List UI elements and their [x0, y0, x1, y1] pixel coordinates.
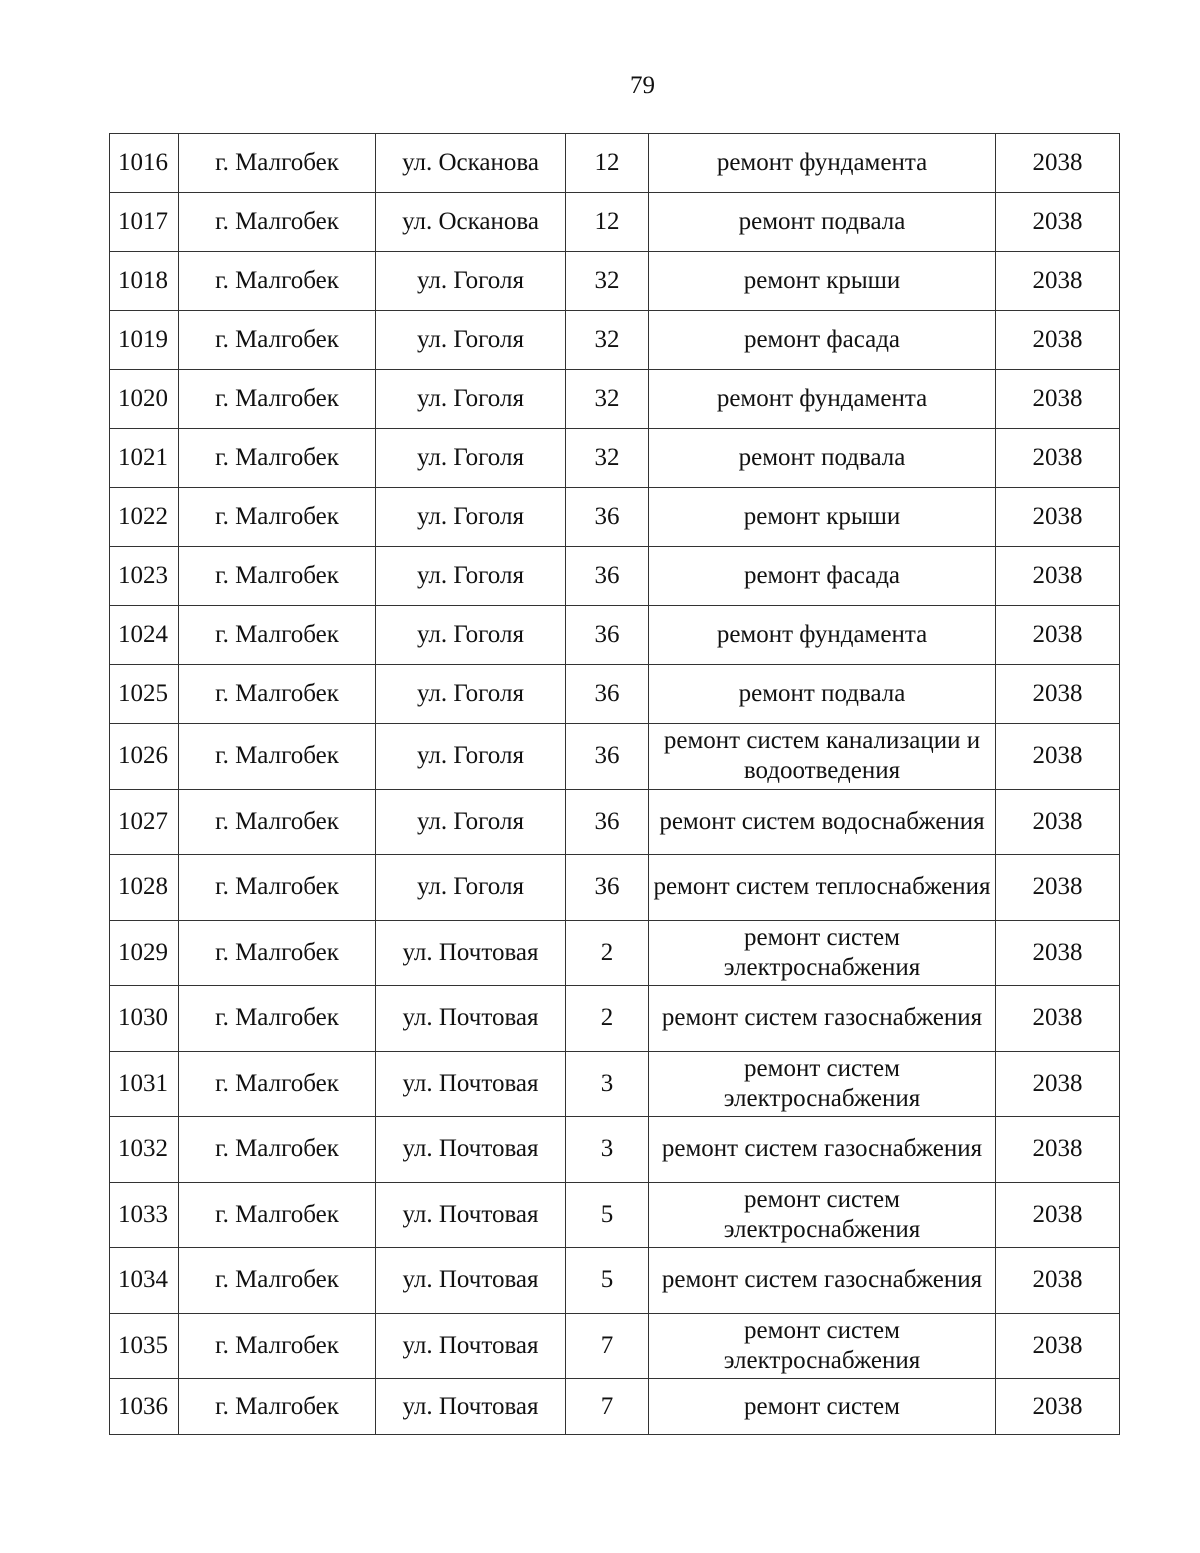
house-number-cell: 5 [566, 1248, 649, 1314]
street-cell: ул. Гоголя [376, 429, 566, 488]
table-row [110, 1051, 1120, 1117]
year-cell: 2038 [996, 311, 1120, 370]
year-cell: 2038 [996, 1117, 1120, 1183]
repair-schedule-table [109, 133, 1120, 1435]
table-row [110, 1182, 1120, 1248]
house-number-cell: 36 [566, 488, 649, 547]
row-number-cell: 1030 [110, 986, 179, 1052]
street-cell: ул. Гоголя [376, 370, 566, 429]
street-cell: ул. Гоголя [376, 488, 566, 547]
year-cell: 2038 [996, 789, 1120, 855]
work-type-cell: ремонт крыши [649, 488, 996, 547]
row-number-cell: 1026 [110, 724, 179, 790]
table-row [110, 488, 1120, 547]
street-cell: ул. Почтовая [376, 1313, 566, 1379]
house-number-cell: 36 [566, 724, 649, 790]
work-type-cell: ремонт фундамента [649, 606, 996, 665]
row-number-cell: 1018 [110, 252, 179, 311]
street-cell: ул. Почтовая [376, 986, 566, 1052]
house-number-cell: 36 [566, 789, 649, 855]
row-number-cell: 1023 [110, 547, 179, 606]
street-cell: ул. Гоголя [376, 606, 566, 665]
table-row [110, 311, 1120, 370]
work-type-cell: ремонт фундамента [649, 370, 996, 429]
work-type-cell: ремонт подвала [649, 193, 996, 252]
street-cell: ул. Осканова [376, 134, 566, 193]
table-row [110, 1248, 1120, 1314]
street-cell: ул. Почтовая [376, 1182, 566, 1248]
work-type-cell: ремонт систем электроснабжения [649, 1051, 996, 1117]
house-number-cell: 36 [566, 547, 649, 606]
work-type-cell: ремонт систем газоснабжения [649, 1248, 996, 1314]
house-number-cell: 7 [566, 1313, 649, 1379]
city-cell: г. Малгобек [179, 920, 376, 986]
work-type-cell: ремонт крыши [649, 252, 996, 311]
street-cell: ул. Гоголя [376, 789, 566, 855]
house-number-cell: 32 [566, 429, 649, 488]
table-row [110, 855, 1120, 921]
house-number-cell: 36 [566, 606, 649, 665]
city-cell: г. Малгобек [179, 855, 376, 921]
row-number-cell: 1024 [110, 606, 179, 665]
year-cell: 2038 [996, 370, 1120, 429]
row-number-cell: 1025 [110, 665, 179, 724]
city-cell: г. Малгобек [179, 193, 376, 252]
house-number-cell: 32 [566, 311, 649, 370]
street-cell: ул. Осканова [376, 193, 566, 252]
year-cell: 2038 [996, 193, 1120, 252]
work-type-cell: ремонт подвала [649, 429, 996, 488]
row-number-cell: 1021 [110, 429, 179, 488]
house-number-cell: 32 [566, 370, 649, 429]
work-type-cell: ремонт подвала [649, 665, 996, 724]
city-cell: г. Малгобек [179, 1182, 376, 1248]
work-type-cell: ремонт систем электроснабжения [649, 920, 996, 986]
year-cell: 2038 [996, 1248, 1120, 1314]
city-cell: г. Малгобек [179, 1248, 376, 1314]
table-row [110, 193, 1120, 252]
table-row [110, 606, 1120, 665]
year-cell: 2038 [996, 855, 1120, 921]
year-cell: 2038 [996, 547, 1120, 606]
house-number-cell: 5 [566, 1182, 649, 1248]
city-cell: г. Малгобек [179, 252, 376, 311]
city-cell: г. Малгобек [179, 547, 376, 606]
table-body [110, 134, 1120, 1435]
year-cell: 2038 [996, 429, 1120, 488]
street-cell: ул. Гоголя [376, 252, 566, 311]
row-number-cell: 1032 [110, 1117, 179, 1183]
work-type-cell: ремонт фундамента [649, 134, 996, 193]
city-cell: г. Малгобек [179, 1379, 376, 1435]
house-number-cell: 36 [566, 855, 649, 921]
street-cell: ул. Почтовая [376, 1248, 566, 1314]
year-cell: 2038 [996, 252, 1120, 311]
city-cell: г. Малгобек [179, 724, 376, 790]
year-cell: 2038 [996, 986, 1120, 1052]
table-row [110, 665, 1120, 724]
house-number-cell: 7 [566, 1379, 649, 1435]
row-number-cell: 1017 [110, 193, 179, 252]
table-row [110, 724, 1120, 790]
work-type-cell: ремонт систем водоснабжения [649, 789, 996, 855]
year-cell: 2038 [996, 606, 1120, 665]
work-type-cell: ремонт систем газоснабжения [649, 986, 996, 1052]
year-cell: 2038 [996, 665, 1120, 724]
city-cell: г. Малгобек [179, 311, 376, 370]
house-number-cell: 3 [566, 1051, 649, 1117]
work-type-cell: ремонт систем электроснабжения [649, 1182, 996, 1248]
row-number-cell: 1034 [110, 1248, 179, 1314]
row-number-cell: 1016 [110, 134, 179, 193]
house-number-cell: 36 [566, 665, 649, 724]
table-row [110, 986, 1120, 1052]
work-type-cell: ремонт фасада [649, 311, 996, 370]
city-cell: г. Малгобек [179, 789, 376, 855]
table-row [110, 134, 1120, 193]
city-cell: г. Малгобек [179, 665, 376, 724]
table-row [110, 789, 1120, 855]
house-number-cell: 3 [566, 1117, 649, 1183]
row-number-cell: 1027 [110, 789, 179, 855]
city-cell: г. Малгобек [179, 1313, 376, 1379]
row-number-cell: 1019 [110, 311, 179, 370]
street-cell: ул. Гоголя [376, 665, 566, 724]
house-number-cell: 2 [566, 920, 649, 986]
table-row [110, 920, 1120, 986]
year-cell: 2038 [996, 724, 1120, 790]
row-number-cell: 1028 [110, 855, 179, 921]
work-type-cell: ремонт систем канализации и водоотведения [649, 724, 996, 790]
house-number-cell: 12 [566, 134, 649, 193]
table-row [110, 1379, 1120, 1435]
row-number-cell: 1020 [110, 370, 179, 429]
row-number-cell: 1035 [110, 1313, 179, 1379]
row-number-cell: 1033 [110, 1182, 179, 1248]
city-cell: г. Малгобек [179, 370, 376, 429]
street-cell: ул. Гоголя [376, 311, 566, 370]
table-row [110, 1313, 1120, 1379]
work-type-cell: ремонт систем газоснабжения [649, 1117, 996, 1183]
year-cell: 2038 [996, 1313, 1120, 1379]
house-number-cell: 32 [566, 252, 649, 311]
row-number-cell: 1029 [110, 920, 179, 986]
table-row [110, 429, 1120, 488]
page-number: 79 [630, 72, 655, 99]
work-type-cell: ремонт фасада [649, 547, 996, 606]
table-row [110, 547, 1120, 606]
year-cell: 2038 [996, 1379, 1120, 1435]
street-cell: ул. Гоголя [376, 855, 566, 921]
city-cell: г. Малгобек [179, 429, 376, 488]
street-cell: ул. Почтовая [376, 920, 566, 986]
table-row [110, 370, 1120, 429]
work-type-cell: ремонт систем теплоснабжения [649, 855, 996, 921]
street-cell: ул. Почтовая [376, 1379, 566, 1435]
street-cell: ул. Почтовая [376, 1117, 566, 1183]
city-cell: г. Малгобек [179, 134, 376, 193]
work-type-cell: ремонт систем электроснабжения [649, 1313, 996, 1379]
house-number-cell: 2 [566, 986, 649, 1052]
row-number-cell: 1036 [110, 1379, 179, 1435]
house-number-cell: 12 [566, 193, 649, 252]
year-cell: 2038 [996, 920, 1120, 986]
city-cell: г. Малгобек [179, 986, 376, 1052]
year-cell: 2038 [996, 488, 1120, 547]
table-row [110, 1117, 1120, 1183]
street-cell: ул. Гоголя [376, 547, 566, 606]
table-row [110, 252, 1120, 311]
row-number-cell: 1031 [110, 1051, 179, 1117]
year-cell: 2038 [996, 1051, 1120, 1117]
work-type-cell: ремонт систем [649, 1379, 996, 1435]
street-cell: ул. Гоголя [376, 724, 566, 790]
city-cell: г. Малгобек [179, 1117, 376, 1183]
street-cell: ул. Почтовая [376, 1051, 566, 1117]
city-cell: г. Малгобек [179, 488, 376, 547]
city-cell: г. Малгобек [179, 1051, 376, 1117]
year-cell: 2038 [996, 134, 1120, 193]
city-cell: г. Малгобек [179, 606, 376, 665]
row-number-cell: 1022 [110, 488, 179, 547]
year-cell: 2038 [996, 1182, 1120, 1248]
